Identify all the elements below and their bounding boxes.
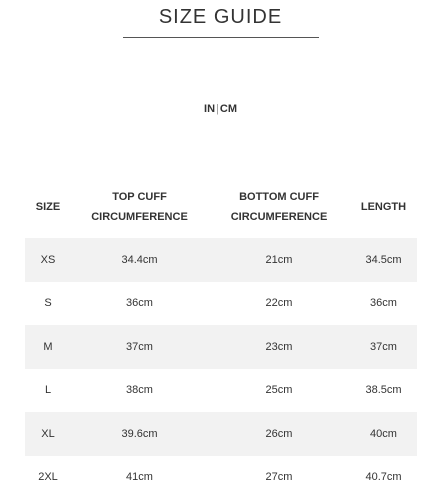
cell-size: M <box>25 325 71 369</box>
size-table <box>25 176 417 499</box>
cell-size: L <box>44 384 52 397</box>
header-top-cuff <box>71 176 208 238</box>
unit-toggle <box>0 103 438 115</box>
cell-top-cuff: 37cm <box>71 325 208 369</box>
cell-bottom-cuff: 27cm <box>265 471 293 484</box>
table-row <box>25 412 417 456</box>
cell-top-cuff: 39.6cm <box>71 412 208 456</box>
table-row <box>25 325 417 369</box>
cell-size: XL <box>25 412 71 456</box>
page-title: SIZE GUIDE <box>158 6 283 28</box>
header-size: SIZE <box>35 201 61 213</box>
table-row <box>25 238 417 282</box>
cell-bottom-cuff: 23cm <box>208 325 350 369</box>
header-top-cuff-line1: TOP CUFF <box>112 191 167 203</box>
cell-bottom-cuff: 26cm <box>208 412 350 456</box>
unit-option-cm[interactable]: CM <box>219 103 237 115</box>
cell-size: S <box>44 297 52 310</box>
table-row <box>25 369 417 413</box>
cell-top-cuff: 41cm <box>126 471 153 484</box>
cell-size: 2XL <box>38 471 58 484</box>
cell-bottom-cuff: 22cm <box>265 297 293 310</box>
cell-top-cuff: 38cm <box>126 384 153 397</box>
cell-length: 37cm <box>350 325 417 369</box>
unit-option-inch[interactable]: IN <box>204 103 216 115</box>
cell-length: 40.7cm <box>365 471 402 484</box>
unit-separator: | <box>216 103 219 115</box>
header-bottom-cuff <box>208 176 350 238</box>
cell-bottom-cuff: 25cm <box>265 384 293 397</box>
header-length: LENGTH <box>360 201 407 213</box>
cell-length: 34.5cm <box>350 238 417 282</box>
title-divider <box>123 37 319 38</box>
cell-top-cuff: 36cm <box>126 297 153 310</box>
cell-length: 38.5cm <box>365 384 402 397</box>
cell-top-cuff: 34.4cm <box>71 238 208 282</box>
header-bottom-cuff-line2: CIRCUMFERENCE <box>230 211 328 223</box>
cell-size: XS <box>25 238 71 282</box>
table-header-row <box>25 176 417 238</box>
cell-length: 40cm <box>350 412 417 456</box>
header-top-cuff-line2: CIRCUMFERENCE <box>91 211 188 223</box>
cell-length: 36cm <box>370 297 397 310</box>
header-bottom-cuff-line1: BOTTOM CUFF <box>239 191 319 203</box>
table-row <box>25 456 417 500</box>
table-row <box>25 282 417 326</box>
cell-bottom-cuff: 21cm <box>208 238 350 282</box>
